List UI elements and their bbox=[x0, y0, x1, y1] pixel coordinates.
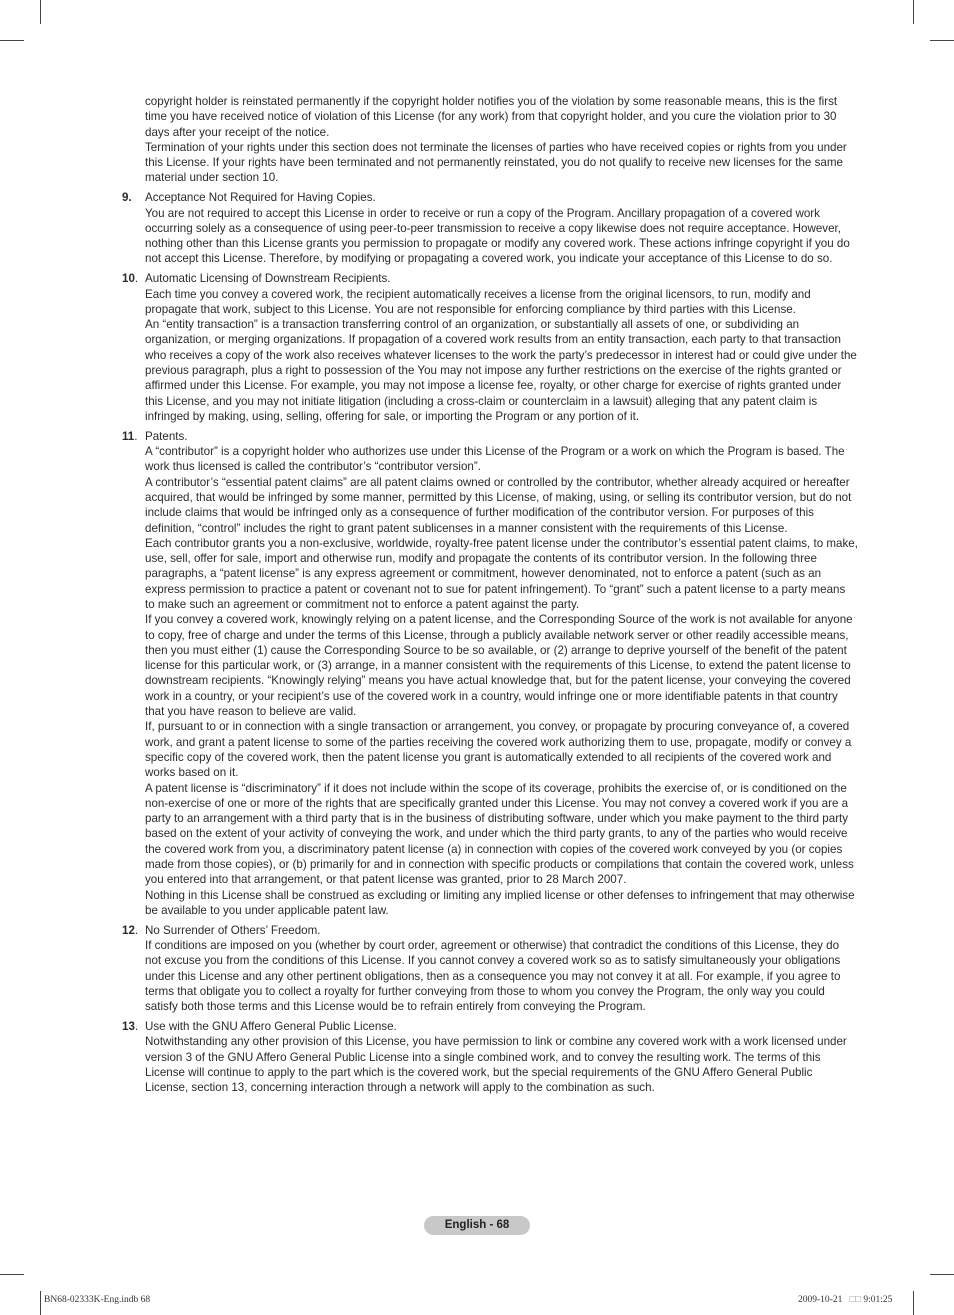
section-number: 12. bbox=[122, 923, 139, 937]
print-slug-filename: BN68-02333K-Eng.indb 68 bbox=[44, 1295, 151, 1305]
section-paragraph: Each time you convey a covered work, the recipient automatically receives a license from the original licensors, to run, modify and propagate that work, subject to this License. You are not responsible for enforcing compliance by third parties with this License. bbox=[145, 287, 811, 316]
crop-mark-bottom-left bbox=[40, 1291, 41, 1315]
section-9 bbox=[122, 190, 858, 266]
section-title: Acceptance Not Required for Having Copies. bbox=[145, 191, 376, 205]
crop-mark-bottom-left-h bbox=[0, 1274, 24, 1275]
section-paragraph: Each contributor grants you a non-exclusive, worldwide, royalty-free patent license under the contributor’s essential patent claims, to make, use, sell, offer for sale, import and otherwise run, modify and propagate the contents of its contributor version. In the following three paragraphs, a “patent license” is any express agreement or commitment, however denominated, not to enforce a patent (such as an express permission to practice a patent or covenant not to sue for patent infringement). To “grant” such a patent license to a party means to make such an agreement or commitment not to enforce a patent against the party. bbox=[145, 536, 858, 611]
crop-mark-bottom-right-h bbox=[930, 1274, 954, 1275]
crop-mark-bottom-right bbox=[913, 1291, 914, 1315]
section-number: 13. bbox=[122, 1020, 139, 1034]
section-number: 11. bbox=[122, 429, 138, 443]
intro-paragraph: Termination of your rights under this section does not terminate the licenses of parties who have received copies or rights from you under this License. If your rights have been terminated and not permanently reinstated, you do not qualify to receive new licenses for the same material under section 10. bbox=[145, 140, 847, 185]
section-paragraph: If conditions are imposed on you (whether by court order, agreement or otherwise) that contradict the conditions of this License, they do not excuse you from the conditions of this License. If you cannot convey a covered work so as to satisfy simultaneously your obligations under this License and any other pertinent obligations, then as a consequence you may not convey it at all. For example, if you agree to terms that obligate you to collect a royalty for further conveying from those to whom you convey the Program, the only way you could satisfy both those terms and this License would be to refrain entirely from conveying the Program. bbox=[145, 939, 841, 1014]
section-paragraph: Nothing in this License shall be construed as excluding or limiting any implied license or other defenses to infringement that may otherwise be available to you under applicable patent law. bbox=[145, 888, 855, 917]
section-paragraph: Notwithstanding any other provision of this License, you have permission to link or combine any covered work with a work licensed under version 3 of the GNU Affero General Public License into a single combined work, and to convey the resulting work. The terms of this License will continue to apply to the part which is the covered work, but the special requirements of the GNU Affero General Public License, section 13, concerning interaction through a network will apply to the combination as such. bbox=[145, 1035, 847, 1095]
section-title: Patents. bbox=[145, 429, 188, 443]
section-paragraph: A “contributor” is a copyright holder who authorizes use under this License of the Program or a work on which the Program is based. The work thus licensed is called the contributor’s “contributor version”. bbox=[145, 445, 845, 474]
section-paragraph: If, pursuant to or in connection with a single transaction or arrangement, you convey, or propagate by procuring conveyance of, a covered work, and grant a patent license to some of the parties receiving the covered work authorizing them to use, propagate, modify or convey a specific copy of the covered work, then the patent license you grant is automatically extended to all recipients of the covered work and works based on it. bbox=[145, 720, 852, 780]
crop-mark-top-left-h bbox=[0, 40, 24, 41]
section-11 bbox=[122, 429, 858, 919]
crop-mark-top-right-h bbox=[930, 40, 954, 41]
section-title: No Surrender of Others’ Freedom. bbox=[145, 923, 321, 937]
section-paragraph: An “entity transaction” is a transaction transferring control of an organization, or substantially all assets of one, or subdividing an organization, or merging organizations. If propagation of a covered work results from an entity transaction, each party to that transaction who receives a copy of the work also receives whatever licenses to the work the party’s predecessor in interest had or could give under the previous paragraph, plus a right to possession of the You may not impose any further restrictions on the exercise of the rights granted or affirmed under this License. For example, you may not impose a license fee, royalty, or other charge for exercise of rights granted under this License, and you may not initiate litigation (including a cross-claim or counterclaim in a lawsuit) alleging that any patent claim is infringed by making, using, selling, offering for sale, or importing the Program or any portion of it. bbox=[145, 318, 857, 423]
section-number: 9. bbox=[122, 191, 132, 205]
section-paragraph: A contributor’s “essential patent claims” are all patent claims owned or controlled by the contributor, whether already acquired or hereafter acquired, that would be infringed by some manner, permitted by this License, of making, using, or selling its contributor version, but do not include claims that would be infringed only as a consequence of further modification of the contributor version. For purposes of this definition, “control” includes the right to grant patent sublicenses in a manner consistent with the requirements of this License. bbox=[145, 475, 852, 535]
license-text-body bbox=[122, 94, 858, 1096]
section-paragraph: A patent license is “discriminatory” if it does not include within the scope of its coverage, prohibits the exercise of, or is conditioned on the non-exercise of one or more of the rights that are specifically granted under this License. You may not convey a covered work if you are a party to an arrangement with a third party that is in the business of distributing software, under which you make payment to the third party based on the extent of your activity of conveying the work, and under which the third party grants, to any of the parties who would receive the covered work from you, a discriminatory patent license (a) in connection with copies of the covered work conveyed by you (or copies made from those copies), or (b) primarily for and in connection with specific products or compilations that contain the covered work, unless you entered into that arrangement, or that patent license was granted, prior to 28 March 2007. bbox=[145, 781, 854, 887]
section-number: 10. bbox=[122, 272, 139, 286]
section-paragraph: You are not required to accept this License in order to receive or run a copy of the Program. Ancillary propagation of a covered work occurring solely as a consequence of using peer-to-peer transmission to receive a copy likewise does not require acceptance. However, nothing other than this License grants you permission to propagate or modify any covered work. These actions infringe copyright if you do not accept this License. Therefore, by modifying or propagating a covered work, you indicate your acceptance of this License to do so. bbox=[145, 206, 850, 266]
section-paragraph: If you convey a covered work, knowingly relying on a patent license, and the Corresponding Source of the work is not available for anyone to copy, free of charge and under the terms of this License, through a publicly available network server or other readily accessible means, then you must either (1) cause the Corresponding Source to be so available, or (2) arrange to deprive yourself of the benefit of the patent license for this particular work, or (3) arrange, in a manner consistent with the requirements of this License, to extend the patent license to downstream recipients. “Knowingly relying” means you have actual knowledge that, but for the patent license, your conveying the covered work in a country, or your recipient’s use of the covered work in a country, would infringe one or more identifiable patents in that country that you have reason to believe are valid. bbox=[145, 613, 853, 719]
section-title: Use with the GNU Affero General Public License. bbox=[145, 1020, 397, 1034]
section-title: Automatic Licensing of Downstream Recipients. bbox=[145, 272, 391, 286]
intro-paragraph: copyright holder is reinstated permanently if the copyright holder notifies you of the violation by some reasonable means, this is the first time you have received notice of violation of this License (for any work) from that copyright holder, and you cure the violation prior to 30 days after your receipt of the notice. bbox=[145, 95, 838, 139]
section-13 bbox=[122, 1019, 858, 1095]
page-number-badge: English - 68 bbox=[424, 1216, 530, 1235]
section-12 bbox=[122, 923, 858, 1015]
print-slug-timestamp: 2009-10-21 □□ 9:01:25 bbox=[798, 1295, 893, 1305]
section-10 bbox=[122, 271, 858, 424]
crop-mark-top-right bbox=[913, 0, 914, 24]
crop-mark-top-left bbox=[40, 0, 41, 24]
